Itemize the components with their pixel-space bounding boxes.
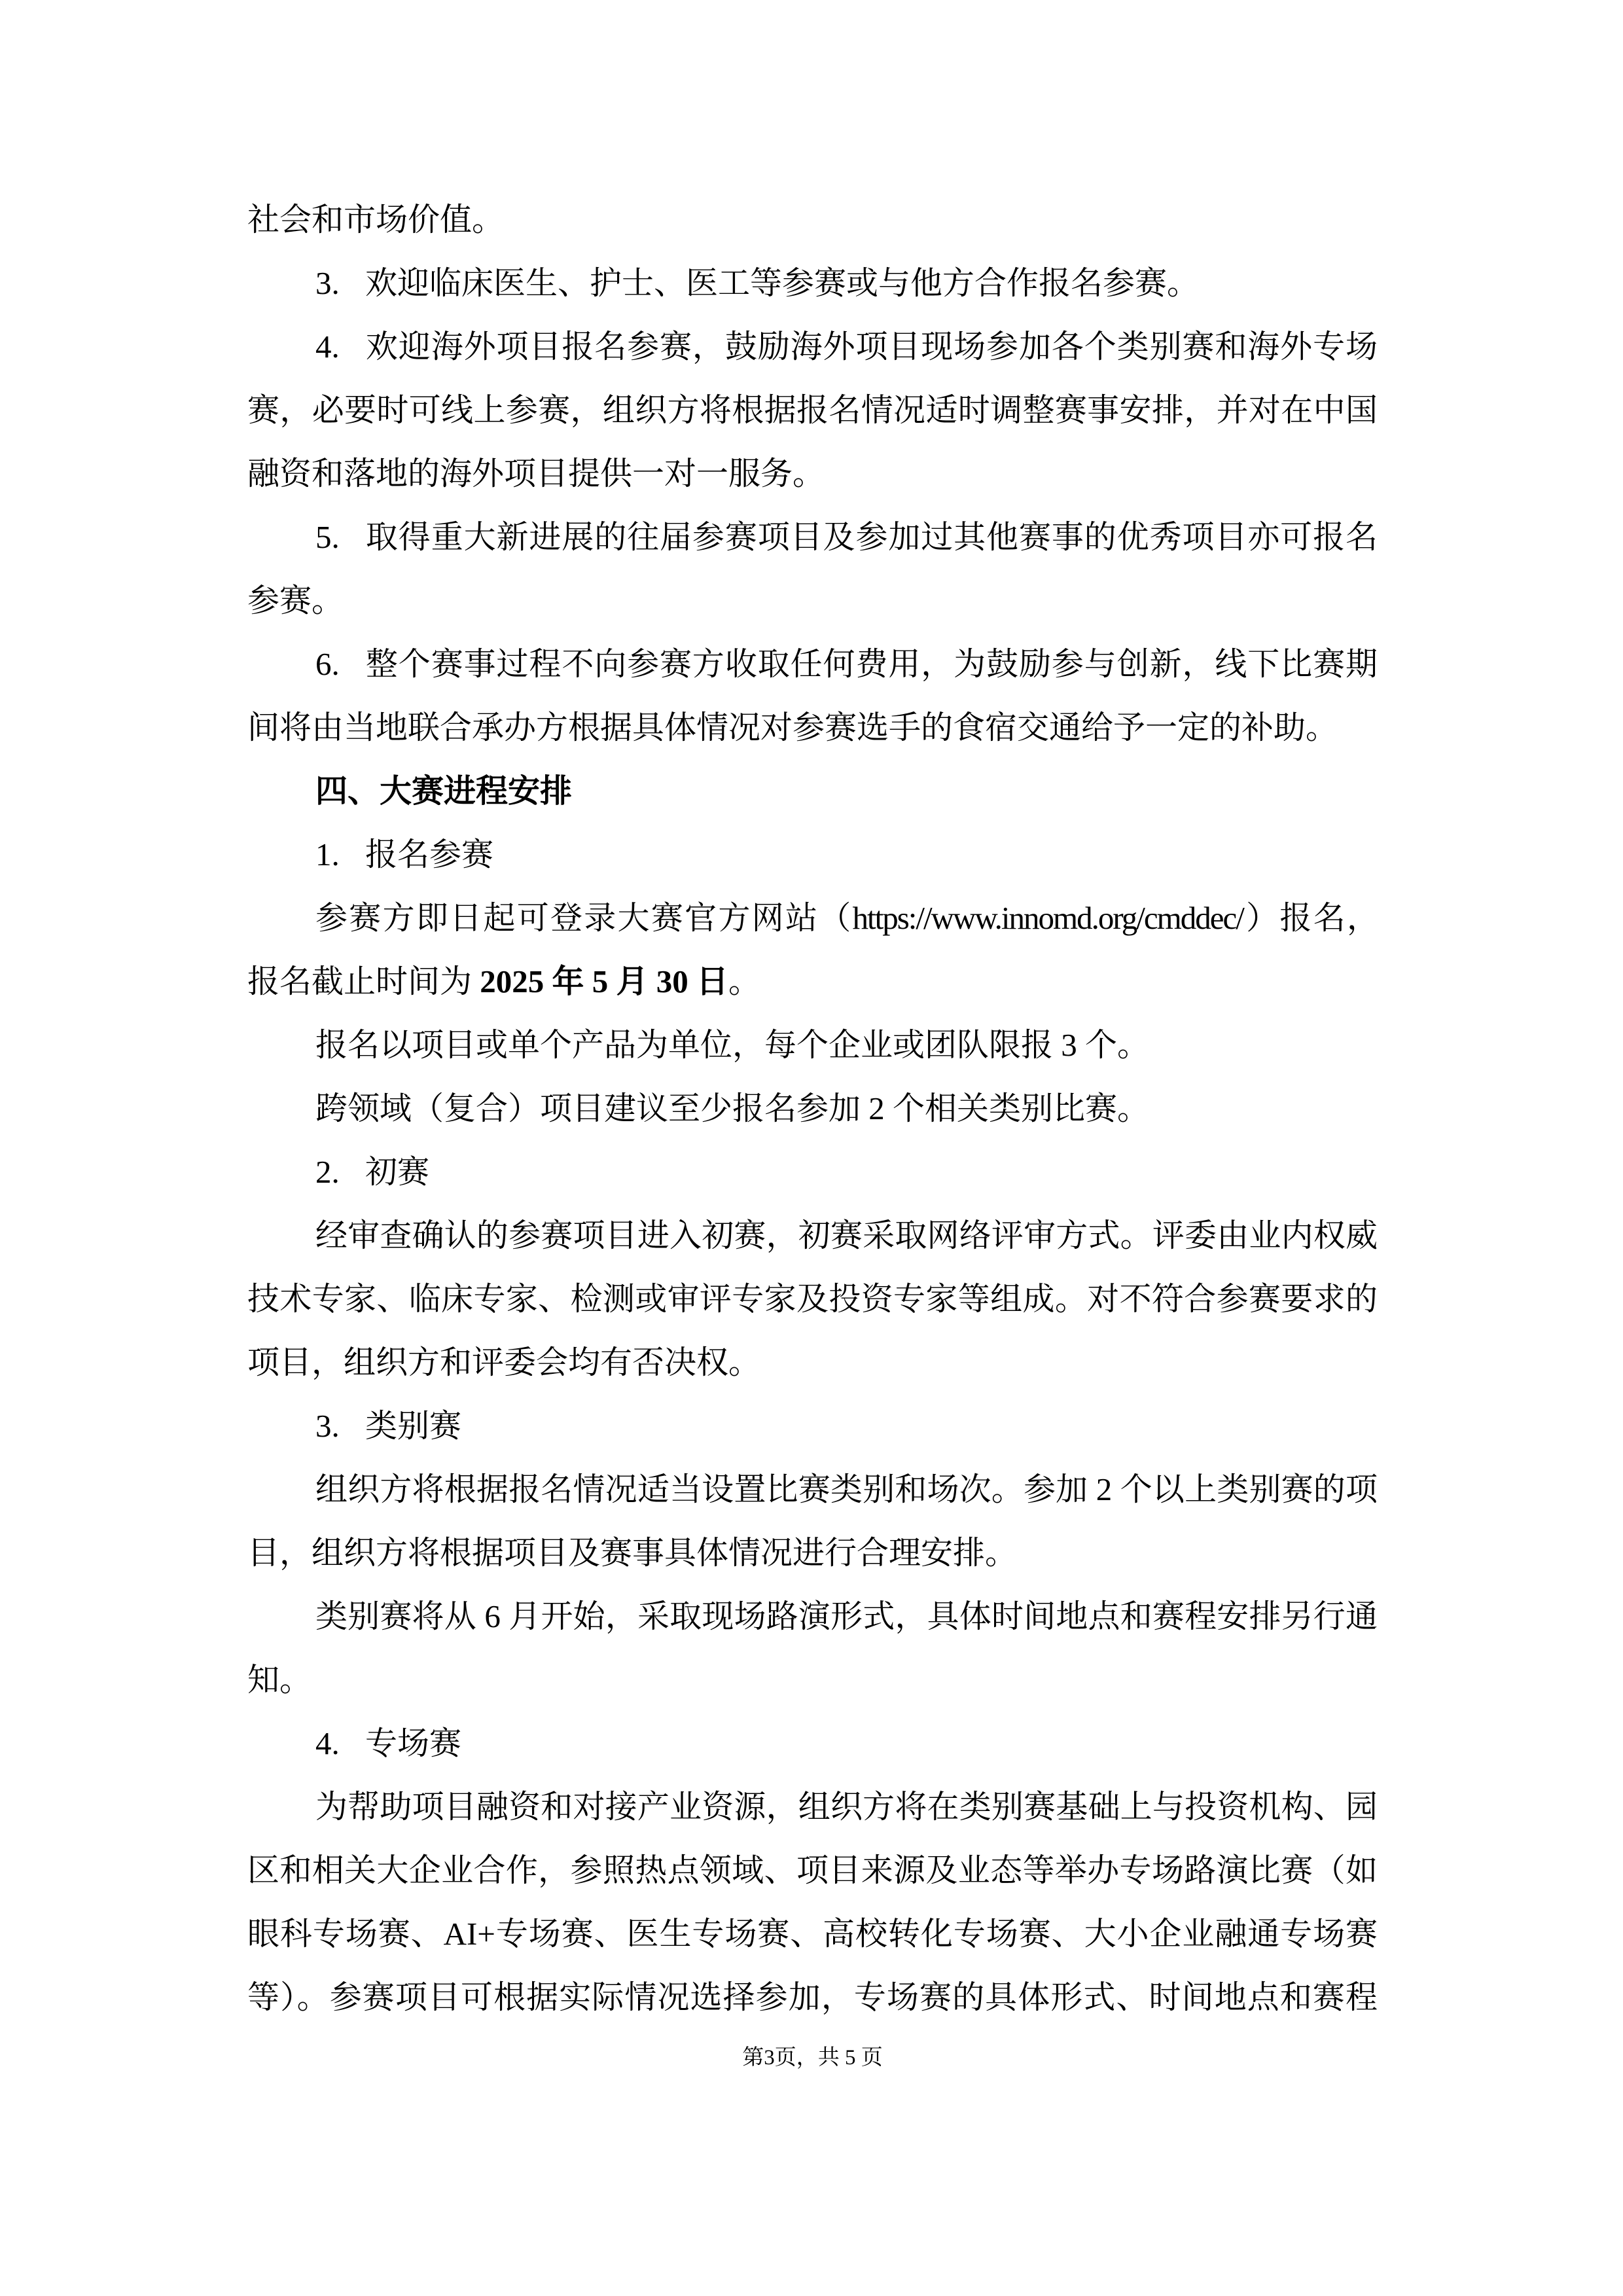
list-item-number: 5. [315,519,340,555]
text-run: 类别赛 [365,1408,462,1444]
text-run: 眼科专场赛、AI+专场赛、医生专场赛、高校转化专场赛、大小企业融通专场赛 [247,1916,1378,1952]
text-line [247,1775,1378,1839]
text-line [247,1458,1378,1521]
text-run: 跨领域（复合）项目建议至少报名参加 2 个相关类别比赛。 [315,1090,1150,1126]
document-body [247,188,1378,2029]
text-line [247,1839,1378,1902]
list-item-number: 6. [315,646,340,682]
list-item-number: 3. [315,1408,340,1444]
footer-page-number: 第3页，共 5 页 [742,2046,883,2070]
text-run: 报名截止时间为 [247,963,480,999]
text-line [247,569,1378,632]
text-line [247,1648,1378,1712]
text-line [247,1521,1378,1585]
subsection-title [247,1394,1378,1458]
text-run: 报名以项目或单个产品为单位，每个企业或团队限报 3 个。 [315,1027,1150,1063]
text-run: 经审查确认的参赛项目进入初赛，初赛采取网络评审方式。评委由业内权威 [315,1217,1378,1253]
text-line [247,1902,1378,1965]
text-run: 四、大赛进程安排 [315,773,573,809]
text-line [247,1013,1378,1077]
text-run: 项目，组织方和评委会均有否决权。 [247,1344,761,1380]
list-item-number: 3. [315,265,340,301]
text-line [247,632,1378,696]
bold-text-run: 2025 年 5 月 30 日 [480,963,729,999]
text-run: 类别赛将从 6 月开始，采取现场路演形式，具体时间地点和赛程安排另行通 [315,1598,1378,1634]
text-line [247,1204,1378,1267]
text-run: 欢迎海外项目报名参赛，鼓励海外项目现场参加各个类别赛和海外专场 [365,329,1378,365]
text-line [247,378,1378,442]
text-run: 参赛。 [247,583,344,619]
text-run: 参赛方即日起可登录大赛官方网站（https://www.innomd.org/cmddec/）报名， [315,900,1378,936]
text-line [247,1077,1378,1140]
text-run: 初赛 [365,1154,430,1190]
text-run: 取得重大新进展的往届参赛项目及参加过其他赛事的优秀项目亦可报名 [365,519,1378,555]
text-line [247,188,1378,251]
text-run: 间将由当地联合承办方根据具体情况对参赛选手的食宿交通给予一定的补助。 [247,709,1338,745]
text-run: 技术专家、临床专家、检测或审评专家及投资专家等组成。对不符合参赛要求的 [247,1281,1378,1317]
text-run: 整个赛事过程不向参赛方收取任何费用，为鼓励参与创新，线下比赛期 [365,646,1378,682]
text-line [247,251,1378,315]
text-run: 等）。参赛项目可根据实际情况选择参加，专场赛的具体形式、时间地点和赛程 [247,1979,1378,2015]
text-run: 为帮助项目融资和对接产业资源，组织方将在类别赛基础上与投资机构、园 [315,1789,1378,1825]
text-line [247,505,1378,569]
section-heading [247,759,1378,823]
text-run: 目，组织方将根据项目及赛事具体情况进行合理安排。 [247,1535,1018,1571]
text-run: 组织方将根据报名情况适当设置比赛类别和场次。参加 2 个以上类别赛的项 [315,1471,1378,1507]
text-run: 区和相关大企业合作，参照热点领域、项目来源及业态等举办专场路演比赛（如 [247,1852,1378,1888]
text-run: 欢迎临床医生、护士、医工等参赛或与他方合作报名参赛。 [365,265,1200,301]
text-run: 专场赛 [365,1725,462,1761]
page-footer [247,2043,1378,2072]
list-item-number: 4. [315,329,340,365]
text-run: 报名参赛 [365,836,494,872]
text-line [247,696,1378,759]
text-run: 融资和落地的海外项目提供一对一服务。 [247,456,825,492]
subsection-title [247,1140,1378,1204]
registration-deadline-line [247,950,1378,1013]
subsection-title [247,1712,1378,1775]
text-run: 社会和市场价值。 [247,202,505,238]
text-run: 赛，必要时可线上参赛，组织方将根据报名情况适时调整赛事安排，并对在中国 [247,392,1378,428]
list-item-number: 4. [315,1725,340,1761]
list-item-number: 2. [315,1154,340,1190]
text-line [247,1585,1378,1648]
text-line [247,1331,1378,1394]
subsection-title [247,823,1378,886]
text-run: 知。 [247,1662,312,1698]
text-run: 。 [728,963,761,999]
text-line [247,1267,1378,1331]
list-item-number: 1. [315,836,340,872]
text-line [247,1965,1378,2029]
registration-url-line [247,886,1378,950]
text-line [247,442,1378,505]
text-line [247,315,1378,378]
